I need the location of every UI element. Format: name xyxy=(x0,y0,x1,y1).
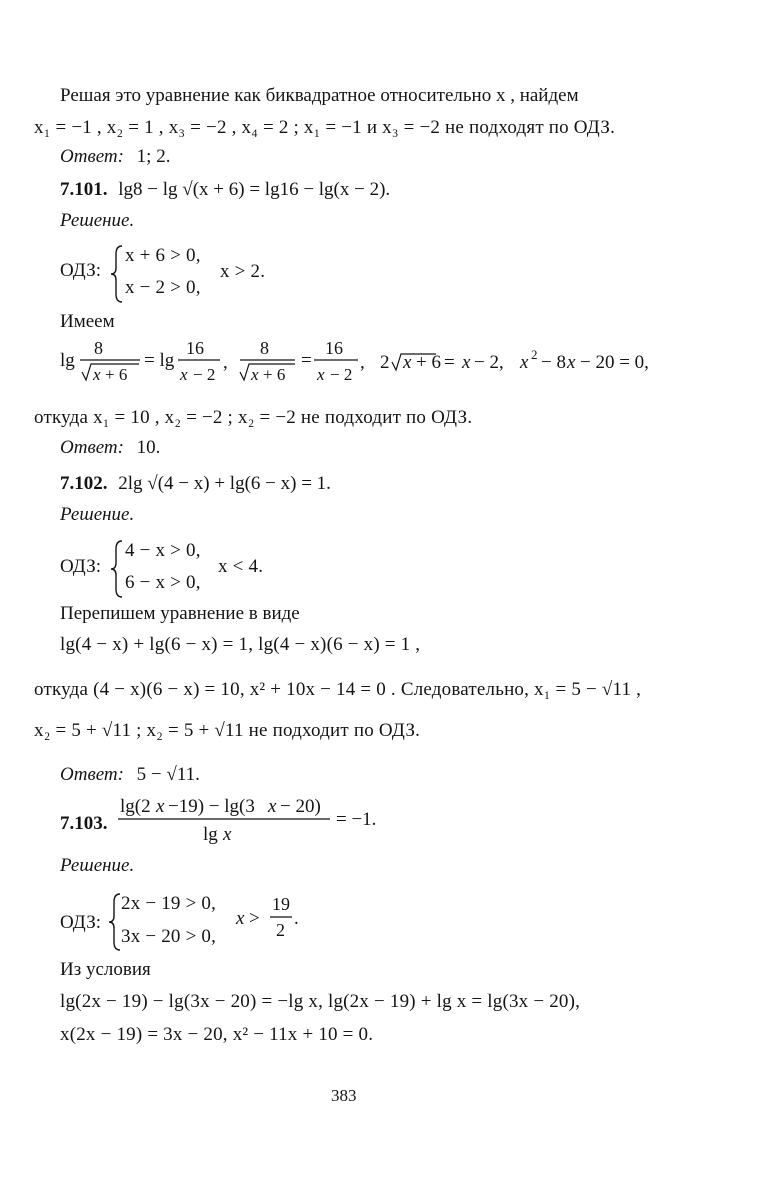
equation-line-a: lg(2x − 19) − lg(3x − 20) = −lg x, lg(2x − 19) + lg x = lg(3x − 20), xyxy=(60,991,581,1012)
odz-row-1: 4 − x > 0, xyxy=(125,540,201,561)
answer-102 xyxy=(60,763,200,787)
odz-result: x < 4. xyxy=(218,556,264,577)
svg-text:− 20): − 20) xyxy=(280,796,321,817)
odz-result-fraction xyxy=(236,892,306,942)
odz-label: ОДЗ: xyxy=(60,260,102,281)
answer-prev xyxy=(60,145,170,169)
equation-line-c: x₂ = 5 + √11 ; x₂ = 5 + √11 не подходит по ОДЗ. xyxy=(34,720,421,741)
equation-line-a: lg(4 − x) + lg(6 − x) = 1, lg(4 − x)(6 − x) = 1 , xyxy=(60,634,421,655)
svg-text:x: x xyxy=(156,796,165,817)
problem-equation: 2lg √(4 − x) + lg(6 − x) = 1. xyxy=(118,473,331,494)
svg-text:2: 2 xyxy=(276,920,285,940)
equation-chain xyxy=(60,338,660,388)
svg-text:− 2: − 2 xyxy=(193,365,216,384)
odz-label: ОДЗ: xyxy=(60,912,102,933)
svg-text:x: x xyxy=(403,352,412,373)
svg-text:− 2,: − 2, xyxy=(474,352,504,373)
svg-text:8: 8 xyxy=(94,338,103,358)
svg-text:x: x xyxy=(93,365,101,384)
svg-text:+ 6: + 6 xyxy=(105,365,128,384)
svg-text:− 8: − 8 xyxy=(541,352,566,373)
svg-text:2: 2 xyxy=(380,352,390,373)
svg-text:x: x xyxy=(180,365,188,384)
svg-text:lg: lg xyxy=(60,350,75,371)
problem-7-102-header xyxy=(60,472,331,496)
svg-text:+ 6: + 6 xyxy=(416,352,441,373)
svg-text:>: > xyxy=(249,908,260,929)
rewrite-label: Перепишем уравнение в виде xyxy=(60,603,300,624)
svg-text:x: x xyxy=(268,796,277,817)
answer-label: Ответ: xyxy=(60,146,124,167)
svg-text:,: , xyxy=(223,352,228,373)
svg-text:16: 16 xyxy=(325,338,343,358)
svg-text:x: x xyxy=(223,824,232,845)
svg-text:=: = xyxy=(301,350,312,371)
otkuda-line: откуда x₁ = 10 , x₂ = −2 ; x₂ = −2 не подходит по ОДЗ. xyxy=(34,407,473,428)
svg-text:− 20 = 0,: − 20 = 0, xyxy=(580,352,649,373)
answer-value: 10. xyxy=(136,437,161,458)
svg-text:x: x xyxy=(520,352,529,373)
svg-text:= lg: = lg xyxy=(144,350,175,371)
svg-text:8: 8 xyxy=(260,338,269,358)
svg-text:.: . xyxy=(294,908,299,929)
fraction-equation xyxy=(118,792,378,848)
svg-text:x: x xyxy=(236,908,245,929)
answer-value: 1; 2. xyxy=(136,146,171,167)
equation-line-b: x(2x − 19) = 3x − 20, x² − 11x + 10 = 0. xyxy=(60,1024,374,1045)
solution-label: Решение. xyxy=(60,210,135,231)
svg-text:lg(2: lg(2 xyxy=(120,796,151,817)
svg-text:x: x xyxy=(567,352,576,373)
have-label: Имеем xyxy=(60,311,115,332)
svg-text:=: = xyxy=(444,352,455,373)
svg-text:−19) − lg(3: −19) − lg(3 xyxy=(168,796,255,817)
svg-text:x: x xyxy=(462,352,471,373)
svg-text:= −1.: = −1. xyxy=(336,809,377,830)
odz-row-1: x + 6 > 0, xyxy=(125,245,201,266)
solution-label: Решение. xyxy=(60,855,135,876)
problem-number: 7.102. xyxy=(60,473,108,494)
solution-label: Решение. xyxy=(60,504,135,525)
intro-text-line-1 xyxy=(60,84,579,108)
svg-text:19: 19 xyxy=(272,894,290,914)
svg-text:lg: lg xyxy=(203,824,218,845)
odz-result: x > 2. xyxy=(220,261,266,282)
odz-label: ОДЗ: xyxy=(60,556,102,577)
intro-text: Решая это уравнение как биквадратное относительно x , найдем xyxy=(60,85,579,106)
answer-value: 5 − √11. xyxy=(136,764,200,785)
svg-text:− 2: − 2 xyxy=(330,365,353,384)
problem-equation: lg8 − lg √(x + 6) = lg16 − lg(x − 2). xyxy=(118,179,391,200)
answer-label: Ответ: xyxy=(60,764,124,785)
problem-7-101-header xyxy=(60,178,390,202)
page-number: 383 xyxy=(331,1086,357,1105)
odz-row-1: 2x − 19 > 0, xyxy=(121,893,217,914)
svg-text:16: 16 xyxy=(186,338,204,358)
svg-text:,: , xyxy=(360,352,365,373)
roots-statement: x₁ = −1 , x₂ = 1 , x₃ = −2 , x₄ = 2 ; x₁ = −1 и x₃ = −2 не подходят по ОДЗ. xyxy=(34,117,616,138)
svg-text:x: x xyxy=(317,365,325,384)
odz-row-2: 6 − x > 0, xyxy=(125,572,201,593)
svg-text:x: x xyxy=(251,365,259,384)
intro-text-line-2 xyxy=(34,116,615,140)
odz-row-2: x − 2 > 0, xyxy=(125,277,201,298)
answer-101 xyxy=(60,436,160,460)
problem-number: 7.101. xyxy=(60,179,108,200)
odz-row-2: 3x − 20 > 0, xyxy=(121,926,217,947)
svg-text:+ 6: + 6 xyxy=(263,365,286,384)
equation-line-b: откуда (4 − x)(6 − x) = 10, x² + 10x − 14 = 0 . Следовательно, x₁ = 5 − √11 , xyxy=(34,679,642,700)
problem-number: 7.103. xyxy=(60,813,108,834)
answer-label: Ответ: xyxy=(60,437,124,458)
svg-text:2: 2 xyxy=(531,347,538,362)
from-condition-label: Из условия xyxy=(60,959,151,980)
